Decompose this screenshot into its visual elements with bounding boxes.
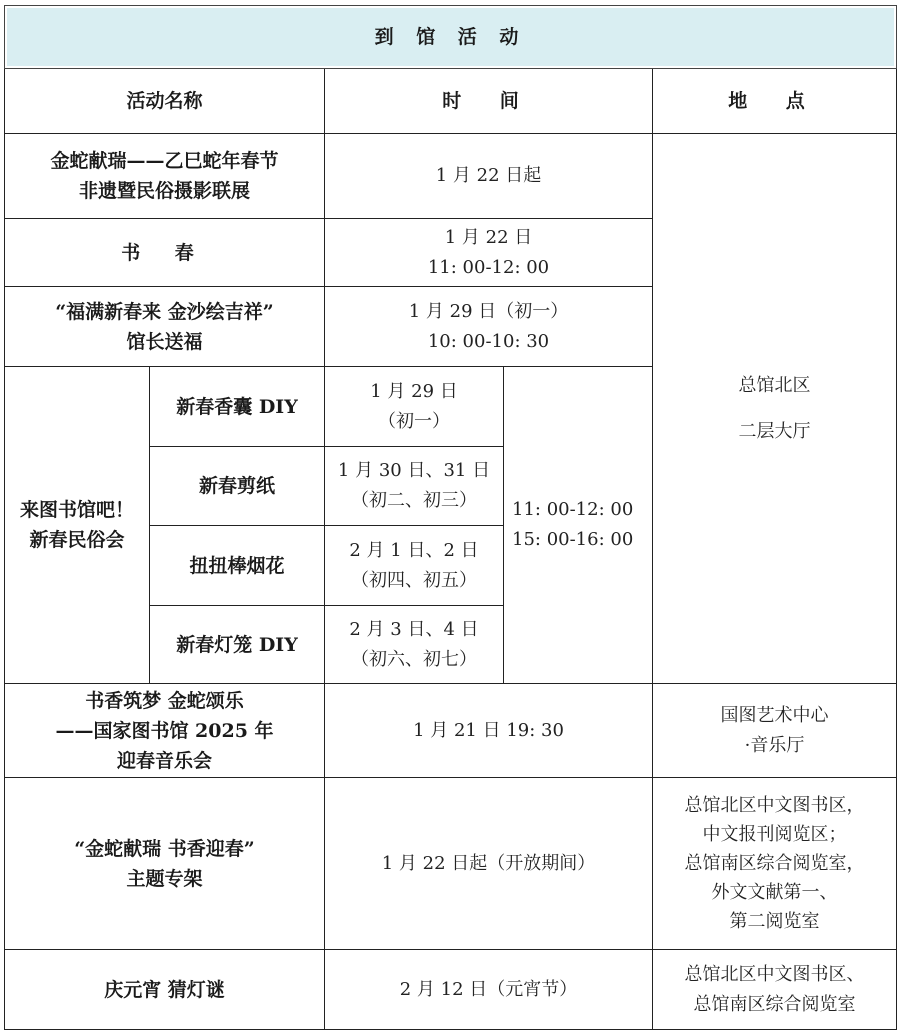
table-row	[5, 778, 897, 950]
sub-activity-date	[325, 606, 504, 684]
place-line: 中文报刊阅览区；	[702, 824, 847, 845]
header-row	[5, 69, 897, 134]
activity-name-cell	[5, 287, 325, 367]
activity-name-line: 馆长送福	[126, 330, 203, 353]
activity-name-line: “福满新春来 金沙绘吉祥”	[55, 300, 274, 323]
time-line: 15: 00-16: 00	[512, 529, 634, 550]
place-line: 总馆南区综合阅览室，	[684, 853, 865, 874]
sub-activity-date	[325, 526, 504, 606]
activity-name-line: “金蛇献瑞 书香迎春”	[74, 837, 255, 860]
sub-activity-name: 新春灯笼 DIY	[150, 606, 325, 684]
activities-table-container	[4, 5, 896, 1030]
time-line: 11: 00-12: 00	[512, 499, 634, 520]
time-line: 10: 00-10: 30	[427, 330, 550, 352]
activity-name-cell	[5, 778, 325, 950]
activity-time-cell: 1 月 21 日 19: 30	[325, 684, 653, 778]
activity-time-cell: 1 月 22 日起（开放期间）	[325, 778, 653, 950]
place-line: 第二阅览室	[729, 911, 820, 932]
date-line: （初二、初三）	[351, 490, 477, 511]
activity-place-cell	[653, 778, 897, 950]
place-line: 总馆北区中文图书区，	[684, 795, 865, 816]
activity-name-line: 书香筑梦 金蛇颂乐	[85, 689, 244, 712]
place-line: 总馆北区中文图书区、	[684, 963, 865, 985]
date-line: 2 月 3 日、4 日	[349, 618, 479, 640]
place-line: 国图艺术中心	[720, 704, 829, 726]
activity-name-line: ——国家图书馆 2025 年	[55, 719, 274, 742]
header-activity-name: 活动名称	[5, 69, 325, 134]
activity-time-cell	[325, 287, 653, 367]
sub-activity-name: 新春剪纸	[150, 447, 325, 526]
activity-name-cell: 庆元宵 猜灯谜	[5, 950, 325, 1030]
activities-table	[4, 5, 897, 1030]
date-line: （初六、初七）	[351, 648, 477, 670]
header-time: 时 间	[325, 69, 653, 134]
date-line: 1 月 29 日	[370, 380, 458, 402]
group-name-line: 来图书馆吧！	[19, 499, 134, 521]
group-name-line: 新春民俗会	[29, 529, 125, 551]
sub-activity-date	[325, 447, 504, 526]
title-row	[5, 6, 897, 69]
date-line: （初一）	[378, 410, 450, 432]
group-name-cell	[5, 367, 150, 684]
time-line: 1 月 22 日	[444, 226, 533, 248]
activity-name-cell	[5, 684, 325, 778]
activity-name-cell	[5, 134, 325, 219]
activity-name-line: 主题专架	[126, 867, 203, 890]
date-line: 1 月 30 日、31 日	[337, 460, 491, 481]
place-line: 二层大厅	[738, 420, 811, 442]
place-line: 总馆北区	[738, 374, 811, 396]
place-line: ·音乐厅	[744, 734, 805, 756]
date-line: 2 月 1 日、2 日	[349, 539, 479, 561]
table-row	[5, 134, 897, 219]
header-place: 地 点	[653, 69, 897, 134]
activity-place-cell	[653, 684, 897, 778]
activity-time-cell: 1 月 22 日起	[325, 134, 653, 219]
table-title: 到 馆 活 动	[5, 6, 897, 69]
sub-activity-name: 扭扭棒烟花	[150, 526, 325, 606]
sub-activity-name: 新春香囊 DIY	[150, 367, 325, 447]
place-line: 总馆南区综合阅览室	[693, 993, 856, 1015]
table-row	[5, 684, 897, 778]
group-shared-time-cell	[504, 367, 653, 684]
activity-place-cell	[653, 950, 897, 1030]
place-line: 外文文献第一、	[711, 882, 838, 903]
date-line: （初四、初五）	[351, 569, 477, 591]
time-line: 11: 00-12: 00	[427, 256, 550, 278]
activity-time-cell: 2 月 12 日（元宵节）	[325, 950, 653, 1030]
activity-time-cell	[325, 219, 653, 287]
table-row	[5, 950, 897, 1030]
sub-activity-date	[325, 367, 504, 447]
shared-place-cell	[653, 134, 897, 684]
time-line: 1 月 29 日（初一）	[408, 300, 569, 322]
activity-name-line: 非遗暨民俗摄影联展	[78, 180, 250, 202]
activity-name-line: 迎春音乐会	[116, 749, 212, 772]
activity-name-cell: 书 春	[5, 219, 325, 287]
activity-name-line: 金蛇献瑞——乙巳蛇年春节	[50, 150, 279, 172]
